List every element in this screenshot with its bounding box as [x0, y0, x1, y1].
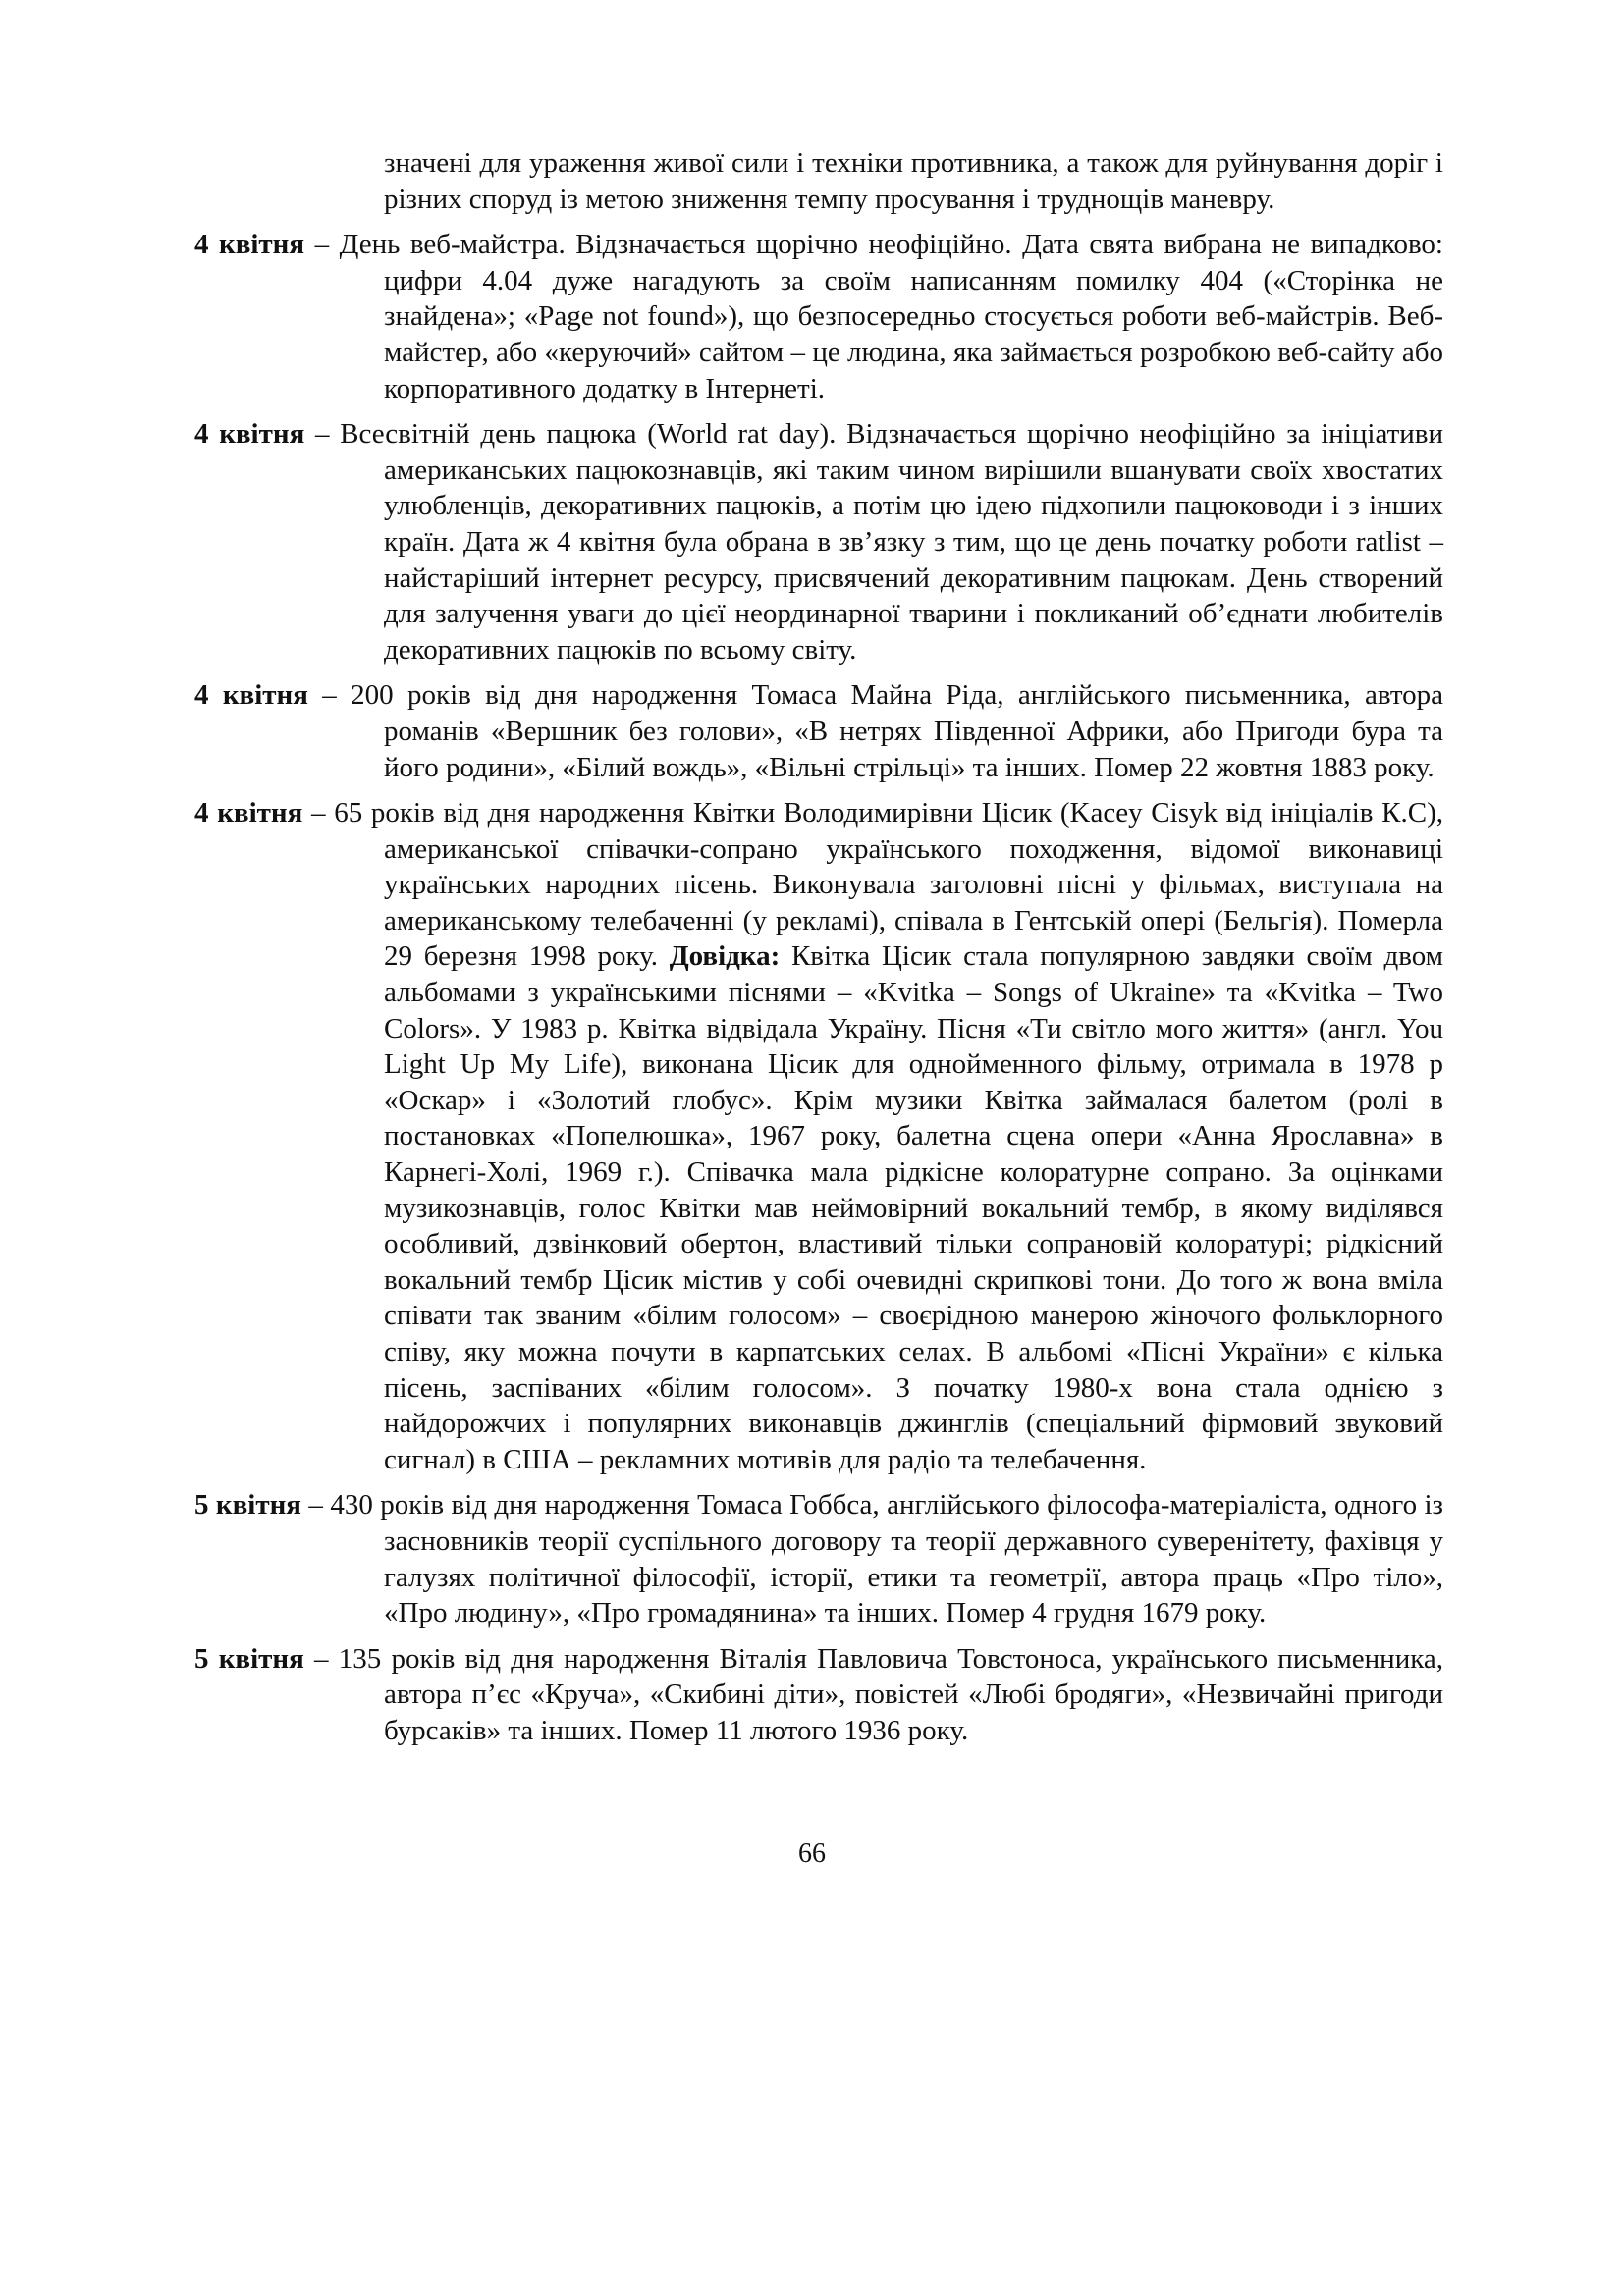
note-label: Довідка: — [669, 940, 781, 973]
entry-date: 4 квітня — [194, 797, 303, 829]
page-content — [194, 145, 1443, 1759]
entry-date: 4 квітня — [194, 679, 308, 712]
note-text: Квітка Цісик стала популярною завдяки своїм двом альбомами з українськими піснями – «Kvitka – Songs of Ukraine» та «Kvitka – Two Colors». У 1983 р. Квітка відвідала Україну. Пісня «Ти світло мого життя» (англ. You Light Up My Life), виконана Цісик для однойменного фільму, отримала в 1978 р «Оскар» і «Золотий глобус». Крім музики Квітка займалася балетом (ролі в постановках «Попелюшка», 1967 року, балетна сцена опери «Анна Ярославна» в Карнегі-Холі, 1969 г.). Співачка мала рідкісне колоратурне сопрано. За оцінками музикознавців, голос Квітки мав неймовірний вокальний тембр, в якому виділявся особливий, дзвінковий обертон, властивий тільки сопрановій колоратурі; рідкісний вокальний тембр Цісик містив у собі очевидні скрипкові тони. До того ж вона вміла співати так званим «білим голосом» – своєрідною манерою жіночого фольклорного співу, яку можна почути в карпатських селах. В альбомі «Пісні України» є кілька пісень, заспіваних «білим голосом». З початку 1980-х вона стала однією з найдорожчих і популярних виконавців джинглів (спеціальний фірмовий звуковий сигнал) в США – рекламних мотивів для радіо та телебачення. — [384, 940, 1443, 1475]
entry-text: – 430 років від дня народження Томаса Гоббса, англійського філософа-матеріаліста, одного із засновників теорії суспільного договору та теорії державного суверенітету, фахівця у галузях політичної філософії, історії, етики та геометрії, автора праць «Про тіло», «Про людину», «Про громадянина» та інших. Помер 4 грудня 1679 року. — [301, 1489, 1443, 1629]
calendar-entry — [194, 416, 1443, 667]
entry-date: 4 квітня — [194, 418, 305, 451]
entry-text: – 65 років від дня народження Квітки Володимирівни Цісик (Kacey Cisyk від ініціалів К.С), американської співачки-сопрано українського походження, відомої виконавиці українських народних пісень. Виконувала заголовні пісні у фільмах, виступала на американському телебаченні (у рекламі), співала в Гентській опері (Бельгія). Померла 29 березня 1998 року. — [302, 797, 1443, 973]
calendar-entry — [194, 1487, 1443, 1630]
calendar-entry — [194, 227, 1443, 406]
entry-text: – 200 років від дня народження Томаса Майна Ріда, англійського письменника, автора романів «Вершник без голови», «В нетрях Південної Африки, або Пригоди бура та його родини», «Білий вождь», «Вільні стрільці» та інших. Помер 22 жовтня 1883 року. — [307, 679, 1443, 783]
entry-date: 5 квітня — [194, 1489, 301, 1522]
entry-text: – 135 років від дня народження Віталія Павловича Товстоноса, українського письменника, автора п’єс «Круча», «Скибині діти», повістей «Любі бродяги», «Незвичайні пригоди бурсаків» та інших. Помер 11 лютого 1936 року. — [303, 1642, 1443, 1746]
entry-date: 4 квітня — [194, 229, 305, 261]
entry-date: 5 квітня — [194, 1642, 304, 1675]
calendar-entry — [194, 1641, 1443, 1749]
calendar-entry — [194, 677, 1443, 785]
calendar-entry — [194, 795, 1443, 1477]
page-number: 66 — [798, 1839, 826, 1869]
entry-text: – День веб-майстра. Відзначається щорічно неофіційно. Дата свята вибрана не випадково: цифри 4.04 дуже нагадують за своїм написанням помилку 404 («Сторінка не знайдена»; «Page not found»), що безпосередньо стосується роботи веб-майстрів. Веб-майстер, або «керуючий» сайтом – це людина, яка займається розробкою веб-сайту або корпоративного додатку в Інтернеті. — [304, 229, 1443, 404]
continuation-paragraph: значені для ураження живої сили і техніки противника, а також для руйнування доріг і різних споруд із метою зниження темпу просування і труднощів маневру. — [384, 147, 1443, 215]
entry-text: – Всесвітній день пацюка (World rat day). Відзначається щорічно неофіційно за ініціативи американських пацюкознавців, які таким чином вирішили вшанувати своїх хвостатих улюбленців, декоративних пацюків, а потім цю ідею підхопили пацюководи і з інших країн. Дата ж 4 квітня була обрана в зв’язку з тим, що це день початку роботи ratlist – найстаріший інтернет ресурсу, присвячений декоративним пацюкам. День створений для залучення уваги до цієї неординарної тварини і покликаний об’єднати любителів декоративних пацюків по всьому світу. — [304, 418, 1443, 666]
